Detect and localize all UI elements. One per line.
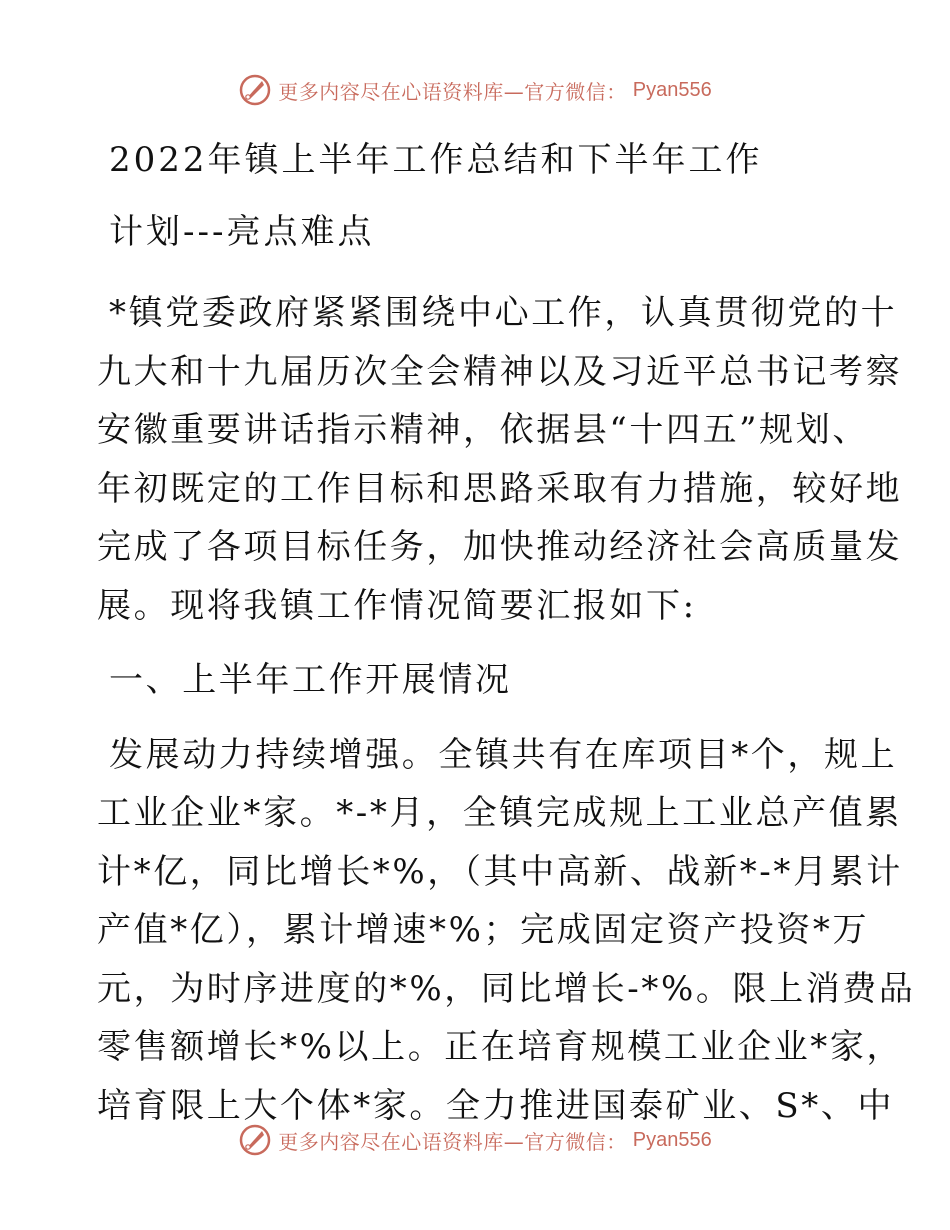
paragraph-line: 年初既定的工作目标和思路采取有力措施，较好地 <box>97 468 903 509</box>
intro-paragraph <box>97 284 903 635</box>
paragraph-line: 安徽重要讲话指示精神，依据县“十四五”规划、 <box>97 410 869 450</box>
paragraph-line: 零售额增长*%以上。正在培育规模工业企业*家， <box>97 1027 904 1067</box>
paragraph-line: 元，为时序进度的*%，同比增长-*%。限上消费品 <box>97 968 916 1009</box>
paragraph-line: 培育限上大个体*家。全力推进国泰矿业、S*、中 <box>97 1085 895 1126</box>
quill-logo-icon <box>238 73 272 107</box>
document-body <box>97 124 916 1135</box>
document-title-line-2: 计划---亮点难点 <box>109 212 375 252</box>
document-title-line-1: 2022年镇上半年工作总结和下半年工作 <box>109 140 763 180</box>
paragraph-line: 产值*亿），累计增速*%；完成固定资产投资*万 <box>97 910 870 950</box>
header-watermark <box>0 70 950 110</box>
watermark-wechat-id: Pyan556 <box>632 78 712 101</box>
paragraph-line: 计*亿，同比增长*%，（其中高新、战新*-*月累计 <box>97 851 903 892</box>
paragraph-line: 工业企业*家。*-*月，全镇完成规上工业总产值累 <box>97 793 902 833</box>
footer-watermark <box>0 1120 950 1160</box>
paragraph-line: 展。现将我镇工作情况简要汇报如下: <box>97 585 697 626</box>
body-paragraph <box>97 726 916 1136</box>
quill-logo-icon <box>238 1123 272 1157</box>
paragraph-line: 九大和十九届历次全会精神以及习近平总书记考察 <box>97 351 903 392</box>
watermark-text: 更多内容尽在心语资料库—官方微信： <box>278 79 627 104</box>
paragraph-line: 发展动力持续增强。全镇共有在库项目*个，规上 <box>109 734 898 775</box>
watermark-wechat-id: Pyan556 <box>632 1128 712 1151</box>
paragraph-line: *镇党委政府紧紧围绕中心工作，认真贯彻党的十 <box>109 293 898 333</box>
section-heading: 一、上半年工作开展情况 <box>109 660 512 700</box>
watermark-text: 更多内容尽在心语资料库—官方微信： <box>278 1129 627 1154</box>
paragraph-line: 完成了各项目标任务，加快推动经济社会高质量发 <box>97 527 903 567</box>
